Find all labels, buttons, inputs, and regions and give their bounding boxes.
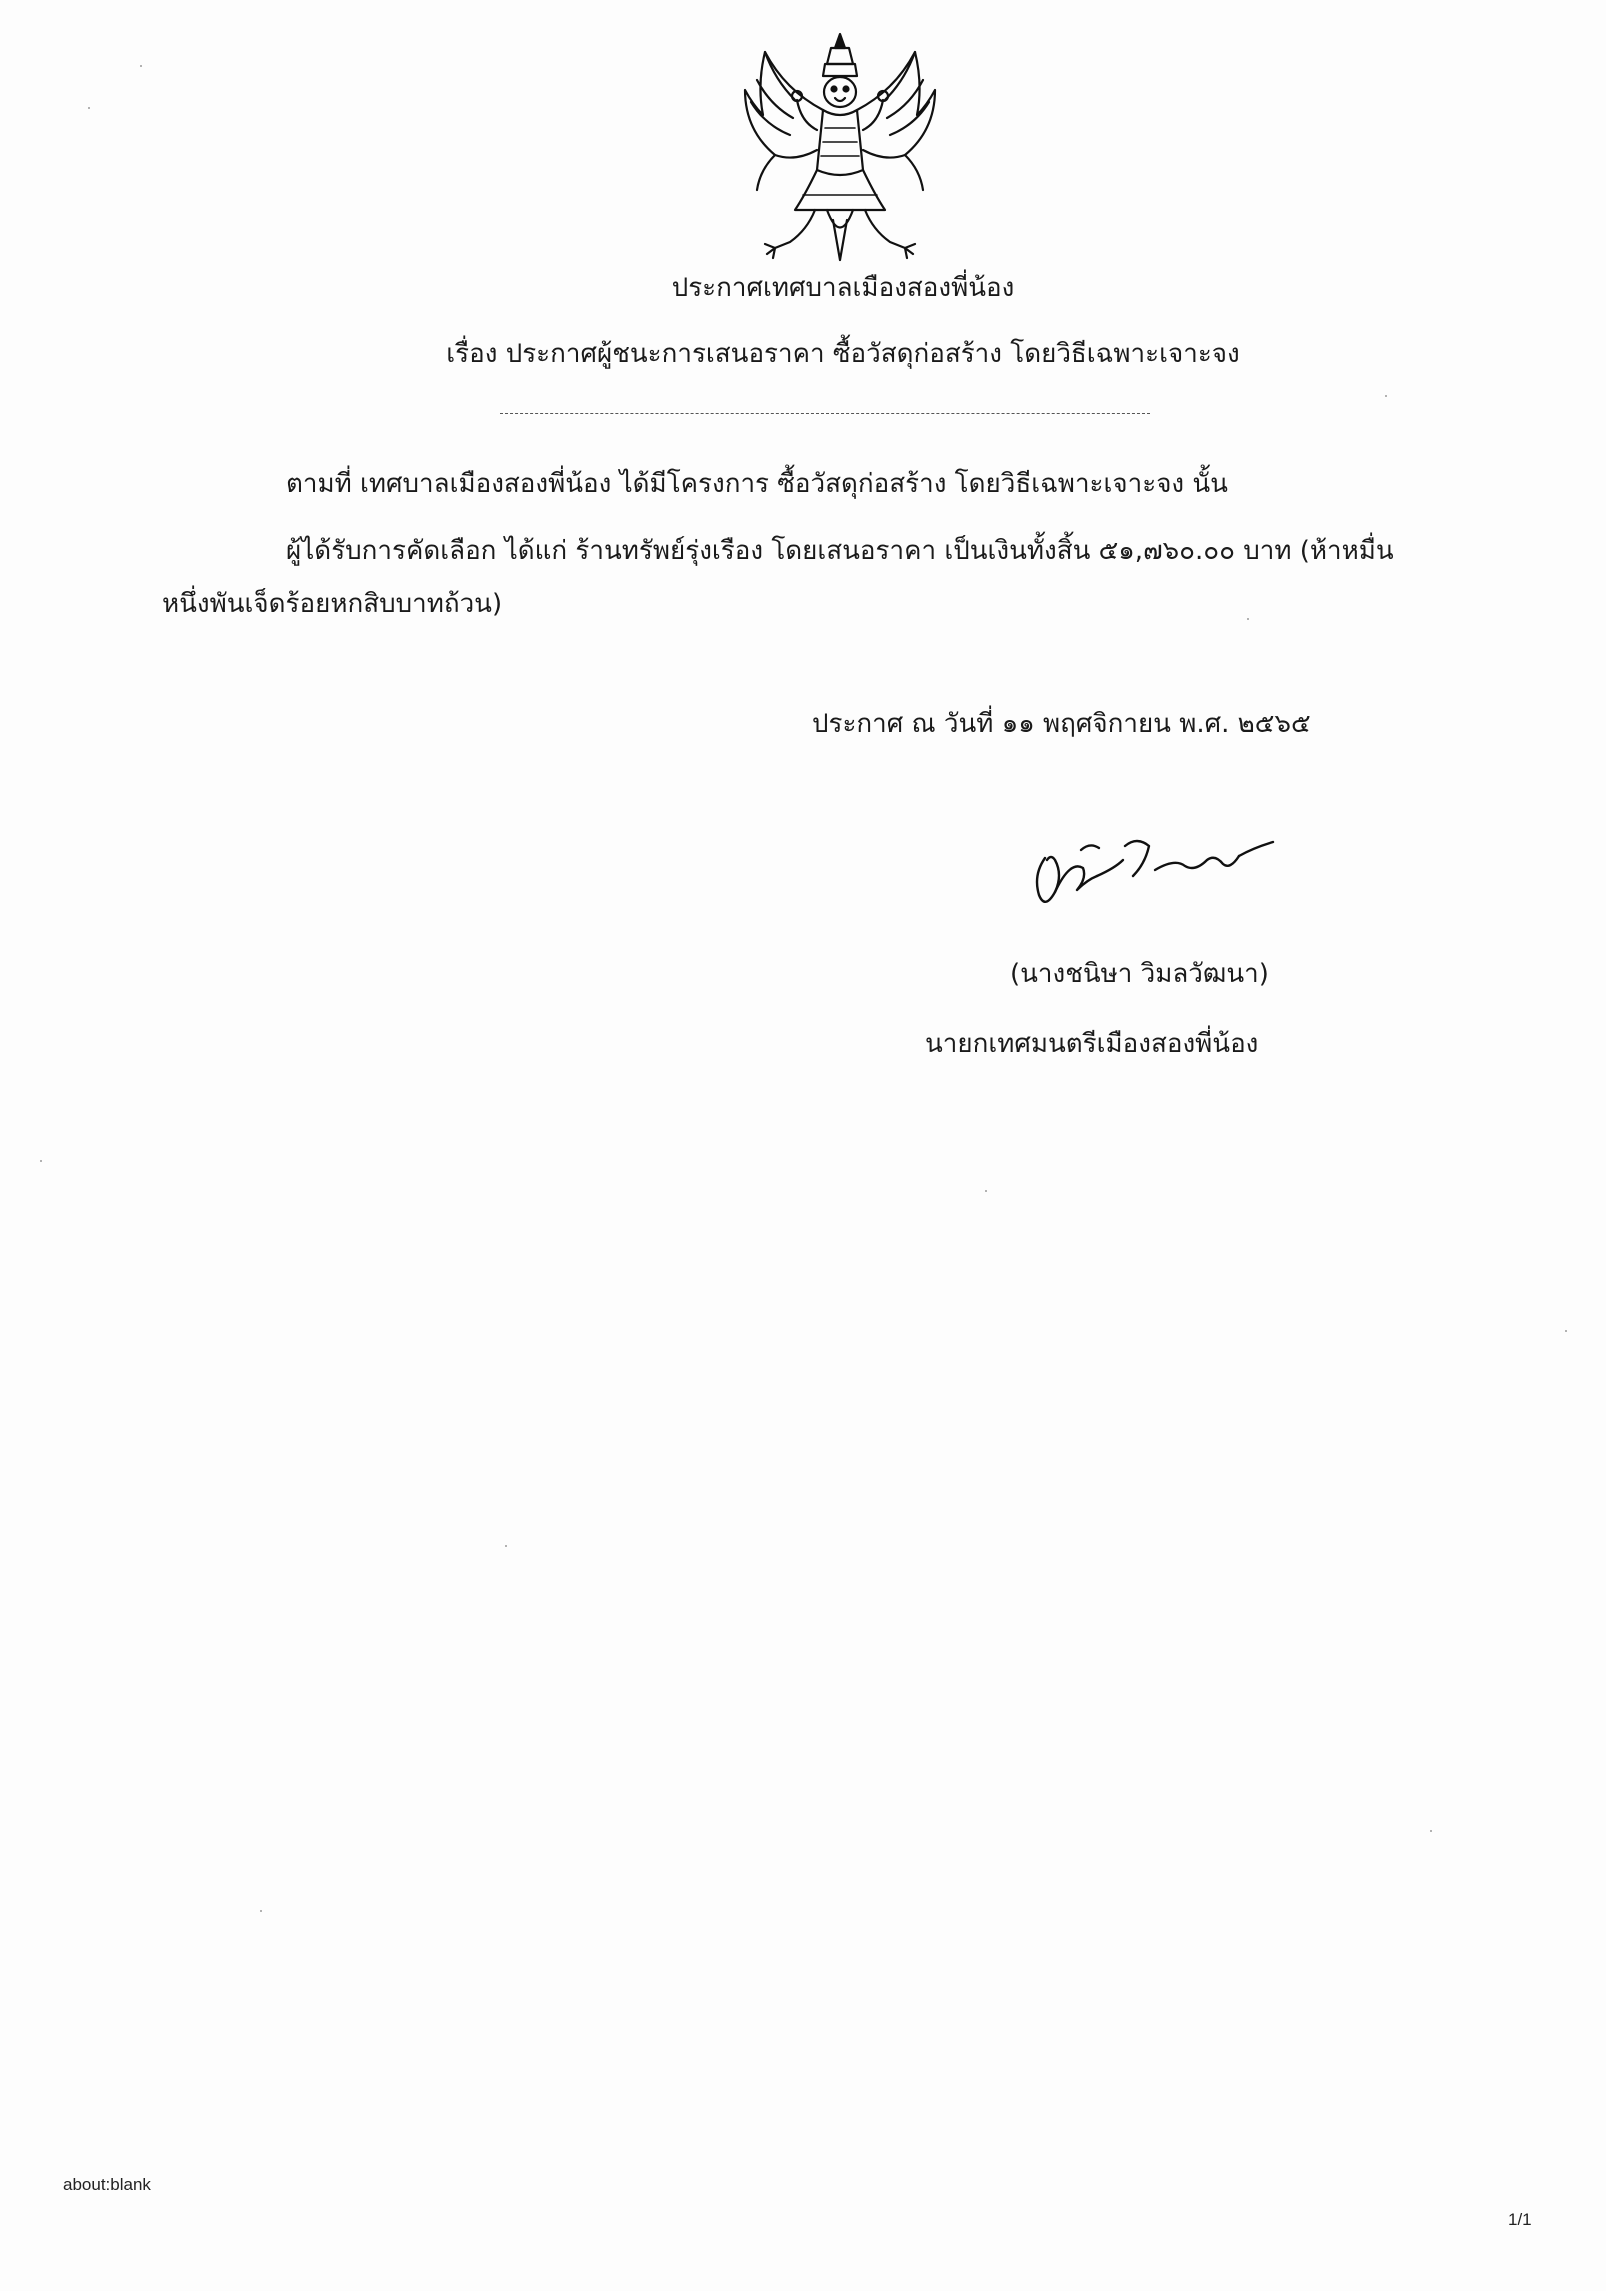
signer-title: นายกเทศมนตรีเมืองสองพี่น้อง	[925, 1029, 1259, 1059]
body-paragraph-line-3: หนึ่งพันเจ็ดร้อยหกสิบบาทถ้วน)	[162, 589, 503, 619]
scan-speck	[88, 107, 90, 109]
announcement-subject: เรื่อง ประกาศผู้ชนะการเสนอราคา ซื้อวัสดุก่อสร้าง โดยวิธีเฉพาะเจาะจง	[446, 339, 1240, 369]
handwritten-signature	[1025, 820, 1285, 920]
footer-url: about:blank	[63, 2175, 151, 2194]
body-paragraph-line-2: ผู้ได้รับการคัดเลือก ได้แก่ ร้านทรัพย์รุ่งเรือง โดยเสนอราคา เป็นเงินทั้งสิ้น ๕๑,๗๖๐.๐๐ บาท (ห้าหมื่น	[286, 536, 1394, 566]
scan-speck	[505, 1545, 507, 1547]
scan-speck	[260, 1910, 262, 1912]
body-paragraph-line-1: ตามที่ เทศบาลเมืองสองพี่น้อง ได้มีโครงการ ซื้อวัสดุก่อสร้าง โดยวิธีเฉพาะเจาะจง นั้น	[286, 469, 1228, 499]
scan-speck	[1565, 1330, 1567, 1332]
scan-speck	[985, 1190, 987, 1192]
scan-speck	[140, 65, 142, 67]
scan-speck	[1247, 618, 1249, 620]
scan-speck	[1430, 1830, 1432, 1832]
dashed-divider	[500, 413, 1150, 414]
garuda-emblem-icon	[735, 30, 945, 265]
footer-page-number: 1/1	[1508, 2210, 1532, 2229]
scan-speck	[1385, 395, 1387, 397]
announcement-date: ประกาศ ณ วันที่ ๑๑ พฤศจิกายน พ.ศ. ๒๕๖๕	[812, 709, 1311, 739]
scan-speck	[40, 1160, 42, 1162]
announcement-title: ประกาศเทศบาลเมืองสองพี่น้อง	[671, 273, 1015, 303]
signer-name: (นางชนิษา วิมลวัฒนา)	[1010, 959, 1269, 989]
